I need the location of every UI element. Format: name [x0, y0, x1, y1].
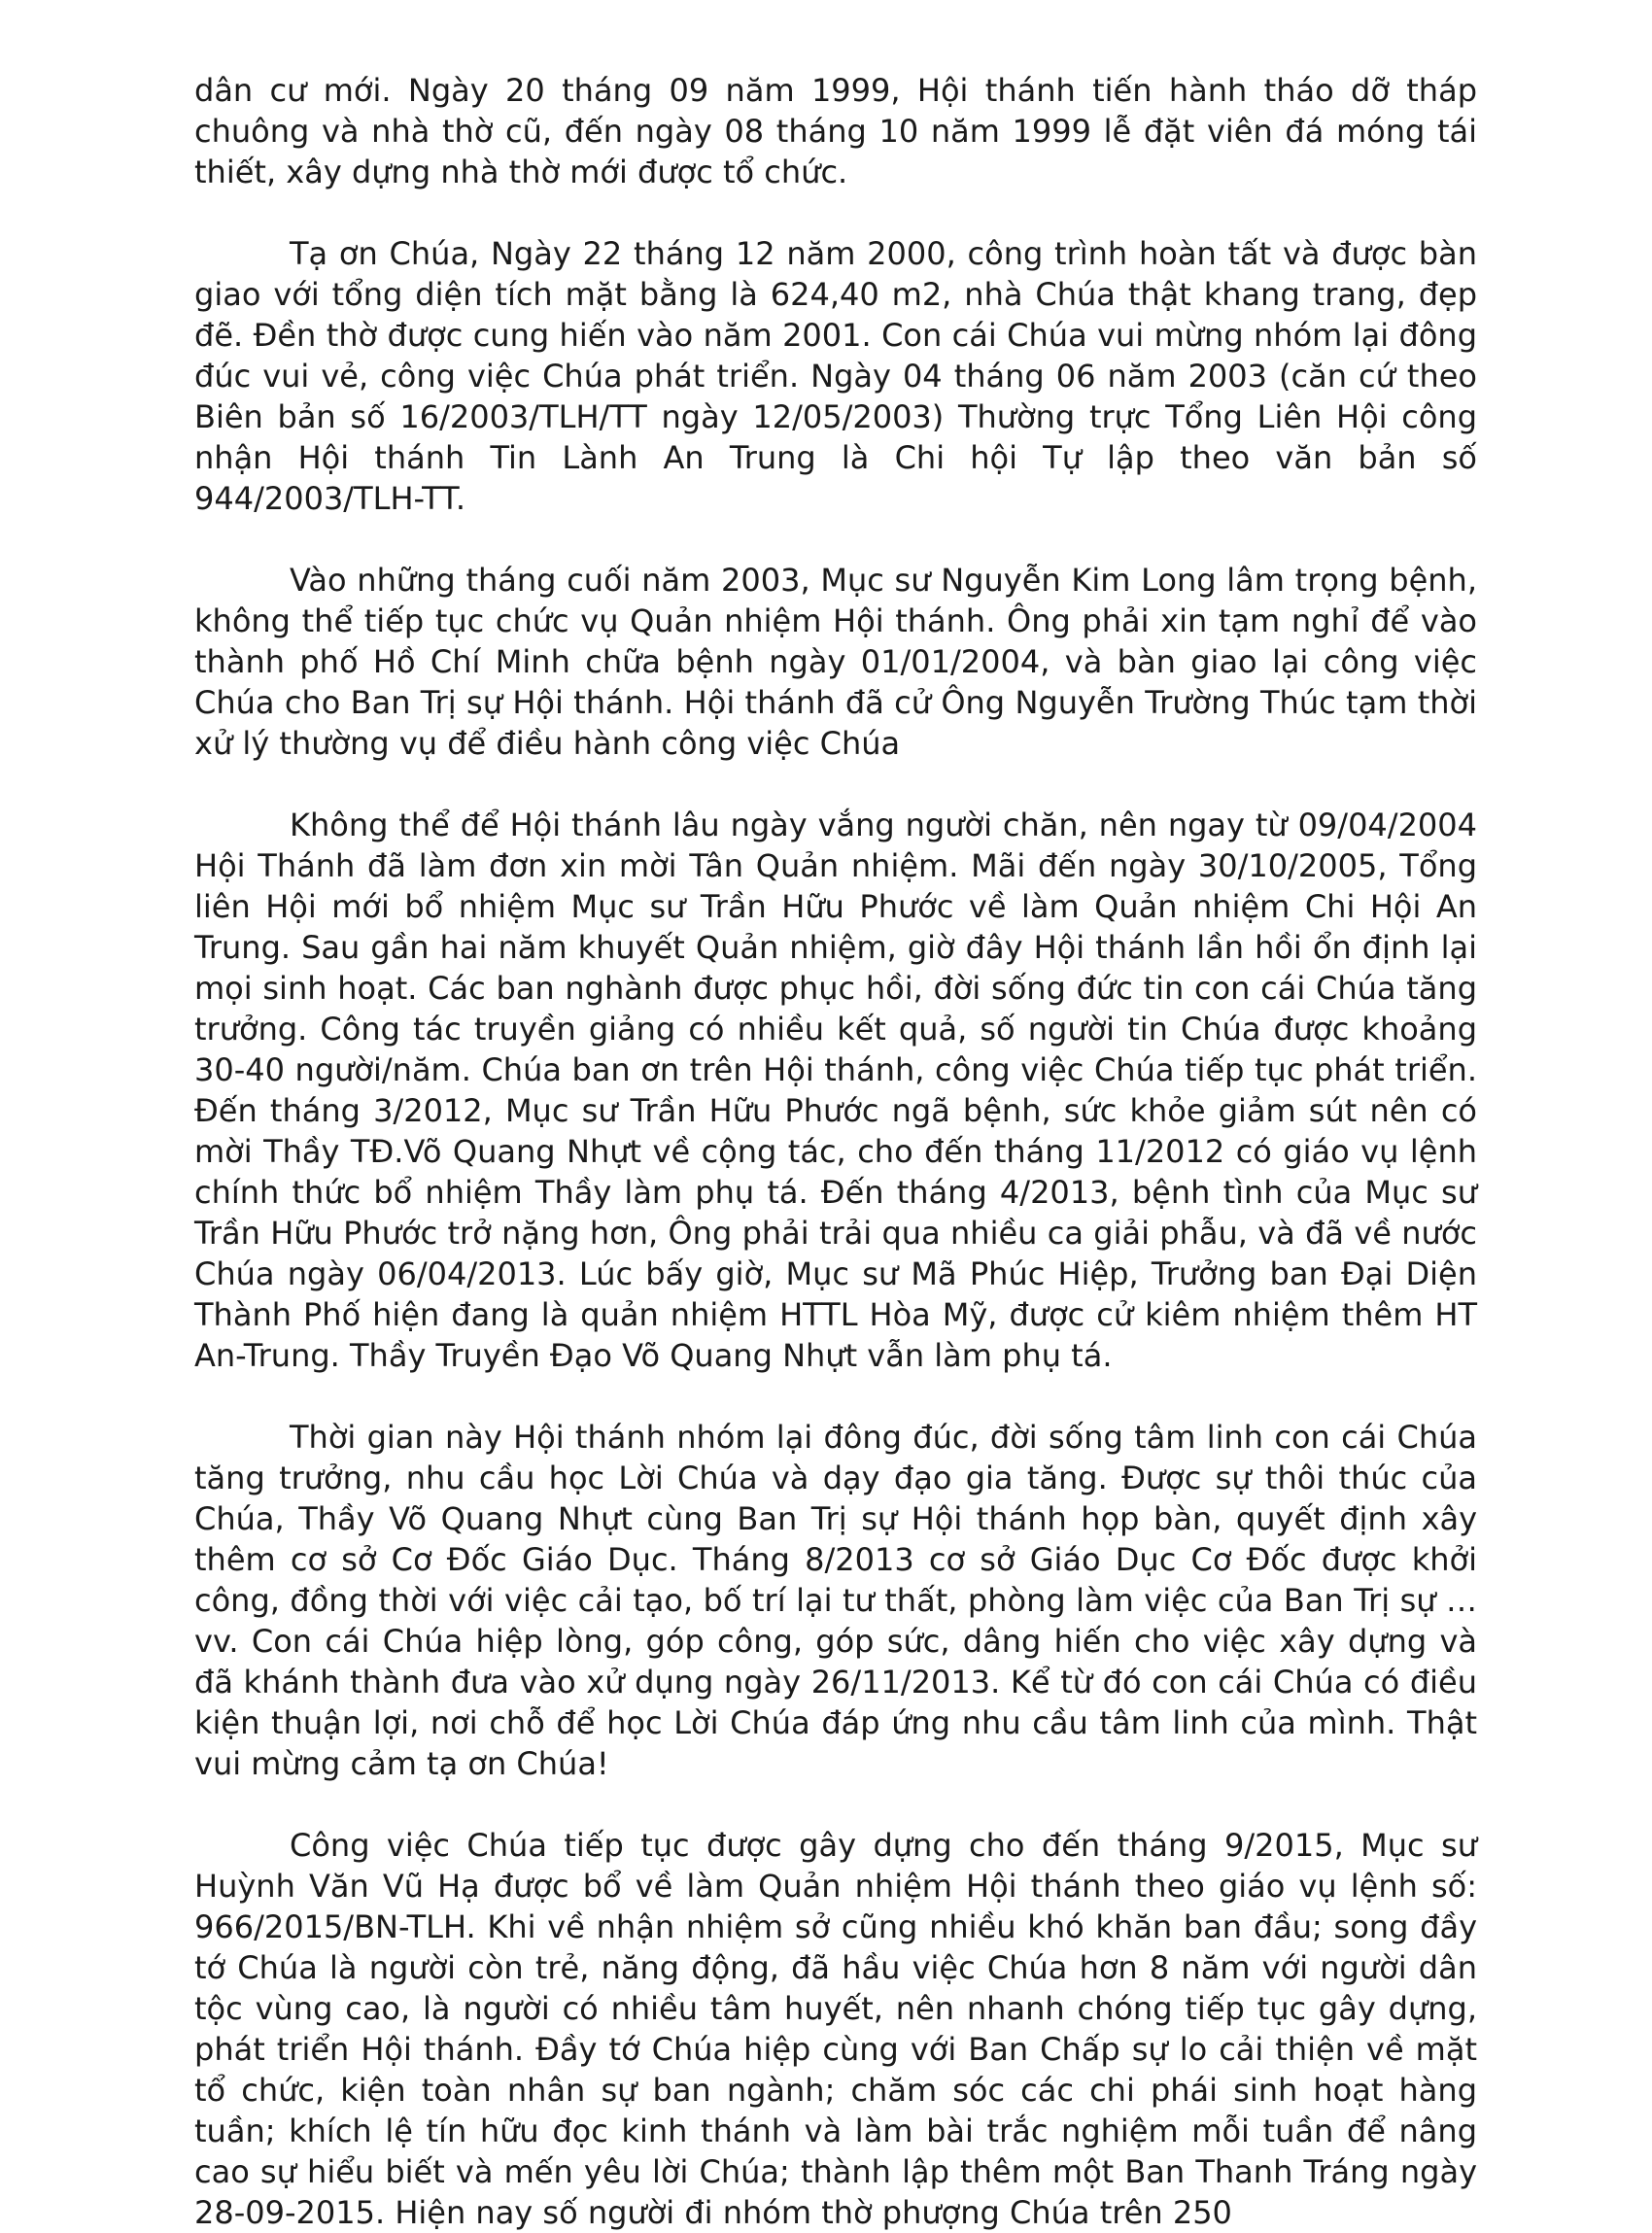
paragraph-5: Thời gian này Hội thánh nhóm lại đông đúc, đời sống tâm linh con cái Chúa tăng trưởng, nhu cầu học Lời Chúa và dạy đạo gia tăng. Được sự thôi thúc của Chúa, Thầy Võ Quang Nhựt cùng Ban Trị sự Hội thánh họp bàn, quyết định xây thêm cơ sở Cơ Đốc Giáo Dục. Tháng 8/2013 cơ sở Giáo Dục Cơ Đốc được khởi công, đồng thời với việc cải tạo, bố trí lại tư thất, phòng làm việc của Ban Trị sự …vv. Con cái Chúa hiệp lòng, góp công, góp sức, dâng hiến cho việc xây dựng và đã khánh thành đưa vào xử dụng ngày 26/11/2013. Kể từ đó con cái Chúa có điều kiện thuận lợi, nơi chỗ để học Lời Chúa đáp ứng nhu cầu tâm linh của mình. Thật vui mừng cảm tạ ơn Chúa!: [194, 1419, 1477, 1782]
paragraph-6: Công việc Chúa tiếp tục được gây dựng cho đến tháng 9/2015, Mục sư Huỳnh Văn Vũ Hạ được bổ về làm Quản nhiệm Hội thánh theo giáo vụ lệnh số: 966/2015/BN-TLH. Khi về nhận nhiệm sở cũng nhiều khó khăn ban đầu; song đầy tớ Chúa là người còn trẻ, năng động, đã hầu việc Chúa hơn 8 năm với người dân tộc vùng cao, là người có nhiều tâm huyết, nên nhanh chóng tiếp tục gây dựng, phát triển Hội thánh. Đầy tớ Chúa hiệp cùng với Ban Chấp sự lo cải thiện về mặt tổ chức, kiện toàn nhân sự ban ngành; chăm sóc các chi phái sinh hoạt hàng tuần; khích lệ tín hữu đọc kinh thánh và làm bài trắc nghiệm mỗi tuần để nâng cao sự hiểu biết và mến yêu lời Chúa; thành lập thêm một Ban Thanh Tráng ngày 28-09-2015. Hiện nay số người đi nhóm thờ phượng Chúa trên 250: [194, 1827, 1477, 2231]
paragraph-3: Vào những tháng cuối năm 2003, Mục sư Nguyễn Kim Long lâm trọng bệnh, không thể tiếp tục chức vụ Quản nhiệm Hội thánh. Ông phải xin tạm nghỉ để vào thành phố Hồ Chí Minh chữa bệnh ngày 01/01/2004, và bàn giao lại công việc Chúa cho Ban Trị sự Hội thánh. Hội thánh đã cử Ông Nguyễn Trường Thúc tạm thời xử lý thường vụ để điều hành công việc Chúa: [194, 562, 1477, 762]
paragraph-1: dân cư mới. Ngày 20 tháng 09 năm 1999, Hội thánh tiến hành tháo dỡ tháp chuông và nhà thờ cũ, đến ngày 08 tháng 10 năm 1999 lễ đặt viên đá móng tái thiết, xây dựng nhà thờ mới được tổ chức.: [194, 72, 1477, 190]
document-page: [194, 70, 1477, 2233]
paragraph-2: Tạ ơn Chúa, Ngày 22 tháng 12 năm 2000, công trình hoàn tất và được bàn giao với tổng diện tích mặt bằng là 624,40 m2, nhà Chúa thật khang trang, đẹp đẽ. Đền thờ được cung hiến vào năm 2001. Con cái Chúa vui mừng nhóm lại đông đúc vui vẻ, công việc Chúa phát triển. Ngày 04 tháng 06 năm 2003 (căn cứ theo Biên bản số 16/2003/TLH/TT ngày 12/05/2003) Thường trực Tổng Liên Hội công nhận Hội thánh Tin Lành An Trung là Chi hội Tự lập theo văn bản số 944/2003/TLH-TT.: [194, 235, 1477, 517]
paragraph-4: Không thể để Hội thánh lâu ngày vắng người chăn, nên ngay từ 09/04/2004 Hội Thánh đã làm đơn xin mời Tân Quản nhiệm. Mãi đến ngày 30/10/2005, Tổng liên Hội mới bổ nhiệm Mục sư Trần Hữu Phước về làm Quản nhiệm Chi Hội An Trung. Sau gần hai năm khuyết Quản nhiệm, giờ đây Hội thánh lần hồi ổn định lại mọi sinh hoạt. Các ban nghành được phục hồi, đời sống đức tin con cái Chúa tăng trưởng. Công tác truyền giảng có nhiều kết quả, số người tin Chúa được khoảng 30-40 người/năm. Chúa ban ơn trên Hội thánh, công việc Chúa tiếp tục phát triển. Đến tháng 3/2012, Mục sư Trần Hữu Phước ngã bệnh, sức khỏe giảm sút nên có mời Thầy TĐ.Võ Quang Nhựt về cộng tác, cho đến tháng 11/2012 có giáo vụ lệnh chính thức bổ nhiệm Thầy làm phụ tá. Đến tháng 4/2013, bệnh tình của Mục sư Trần Hữu Phước trở nặng hơn, Ông phải trải qua nhiều ca giải phẫu, và đã về nước Chúa ngày 06/04/2013. Lúc bấy giờ, Mục sư Mã Phúc Hiệp, Trưởng ban Đại Diện Thành Phố hiện đang là quản nhiệm HTTL Hòa Mỹ, được cử kiêm nhiệm thêm HT An-Trung. Thầy Truyền Đạo Võ Quang Nhựt vẫn làm phụ tá.: [194, 807, 1477, 1374]
